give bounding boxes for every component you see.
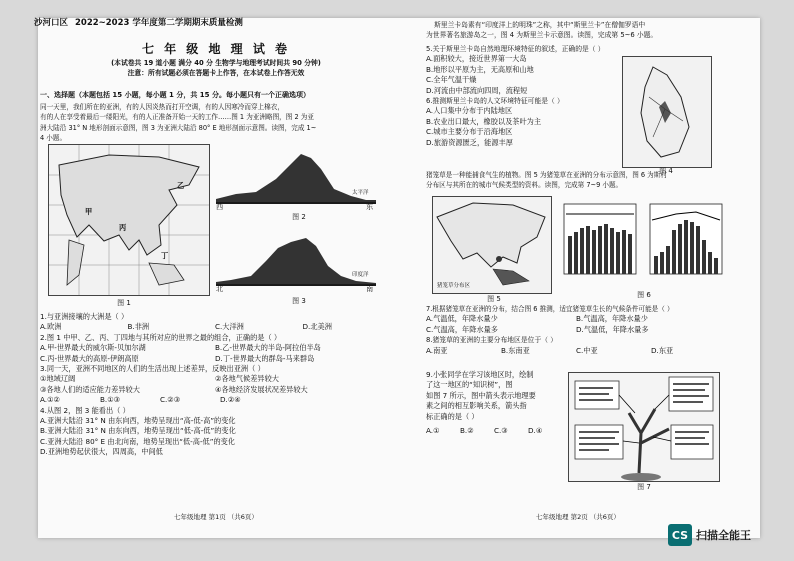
option[interactable]: C.③ [494,426,508,436]
page-footer-right: 七年级地理 第2页 （共6页） [536,513,620,521]
q9-block [426,370,566,436]
region-label: 沙河口区 2022~2023 学年度第二学期期末质量检测 [34,18,243,28]
q2-options-row1 [40,343,390,353]
q2-options-row2 [40,354,390,364]
map-mark-bing: 丙 [119,223,127,232]
q3-item: ①地域辽阔 [40,374,76,384]
option[interactable]: B.② [460,426,474,436]
intro-line: 为世界著名旅游岛之一，图 4 为斯里兰卡示意图。读图，完成第 5~6 小题。 [426,31,658,39]
figure-2-caption: 图 2 [292,213,306,221]
option[interactable]: B.地形以平原为主，无高原和山地 [426,64,534,74]
question-4: 4.从图 2，图 3 能看出（ ） [40,405,130,415]
figure-7-caption: 图 7 [637,483,651,491]
intro-paragraph [40,102,390,144]
q3-options [40,395,390,405]
scanner-brand-name: 扫描全能王 [696,529,751,542]
profile-north-label: 北 [216,284,224,293]
question-7: 7.根据猪笼草在亚洲的分布，结合图 6 推测，适宜猪笼草生长的气候条件可能是（ ） [426,305,674,313]
figure-3-caption: 图 3 [292,297,306,305]
q3-item: ②各地气候差异较大 [215,374,279,384]
q9-options [426,426,566,436]
question-9-line: 标正确的是（ ） [426,411,479,421]
question-9-line: 如图 7 所示，图中箭头表示地理要 [426,390,536,400]
option[interactable]: B.乙-世界最大的半岛-阿拉伯半岛 [215,343,321,353]
section-title: 一、选择题（本题包括 15 小题，每小题 1 分，共 15 分。每小题只有一个正确选项） [40,91,310,99]
page-footer-left: 七年级地理 第1页 （共6页） [174,513,258,521]
option[interactable]: C.②③ [160,395,181,405]
q7-options-row1 [426,314,726,324]
question-2: 2.图 1 中甲、乙、丙、丁四地与其所对应的世界之最的组合，正确的是（ ） [40,332,282,342]
option[interactable]: D.丁-世界最大的群岛-马来群岛 [215,353,315,363]
legend-label: 猪笼草分布区 [437,283,471,289]
intro-line: 4 小题。 [40,134,67,143]
q3-items-row2 [40,385,390,395]
figure-6-climate-charts [556,196,726,288]
option[interactable]: B.气温高，年降水量少 [576,314,648,324]
exam-notice: 注意：所有试题必须在答题卡上作答，在本试卷上作答无效 [127,69,305,77]
option[interactable]: C.丙-世界最大的高原-伊朗高原 [40,353,139,363]
q8-options [426,346,726,356]
option[interactable]: B.亚洲大陆沿 31° N 由东向西，地势呈现出“低-高-低”的变化 [40,426,236,436]
option[interactable]: C.城市主要分布于沿海地区 [426,127,513,137]
option[interactable]: B.①③ [100,395,121,405]
knowledge-tree-drawing [569,373,719,481]
option[interactable]: D.气温低，年降水量多 [576,324,649,334]
option[interactable]: B.农业出口最大，橡胶以及茶叶为主 [426,116,542,126]
option[interactable]: A.①② [40,395,60,405]
option[interactable]: D.②④ [220,395,241,405]
figure-5-caption: 图 5 [487,295,501,303]
option[interactable]: A.① [426,426,440,436]
map-mark-jia: 甲 [85,207,93,216]
question-9-line: 素之间的相互影响关系，箭头指 [426,401,527,411]
figure-1-caption: 图 1 [117,299,131,307]
option[interactable]: D.东亚 [651,345,674,355]
option[interactable]: A.欧洲 [40,322,62,332]
question-9-line: 9.小张同学在学习该地区时，绘制 [426,370,534,379]
figure-4-sri-lanka-map [622,56,712,168]
figure-7-knowledge-tree [568,372,720,482]
question-9-line: 了这一地区的“知识树”，图 [426,380,513,390]
figure-5-distribution-map [432,196,552,294]
profile-ocean-label-2: 印度洋 [352,272,369,278]
sri-lanka-drawing [623,57,711,167]
option[interactable]: D.亚洲地势起伏很大，四周高，中间低 [40,447,163,457]
figure-2-profile [216,144,376,212]
asia-map-drawing [49,145,209,295]
option[interactable]: A.面积较大，接近世界第一大岛 [426,54,527,64]
q3-items-row1 [40,374,390,384]
option[interactable]: B.东南亚 [501,345,530,355]
question-5: 5.关于斯里兰卡岛自然地理环境特征的叙述，正确的是（ ） [426,45,605,53]
option[interactable]: D.④ [528,426,543,436]
option[interactable]: D.北美洲 [302,322,332,332]
intro-2 [426,170,726,191]
option[interactable]: B.非洲 [127,322,150,332]
question-1: 1.与亚洲接壤的大洲是（ ） [40,312,129,321]
option[interactable]: A.人口集中分布于内陆地区 [426,106,513,116]
option[interactable]: C.亚洲大陆沿 80° E 由北向南，地势呈现出“低-高-低”的变化 [40,436,236,446]
exam-title: 七 年 级 地 理 试 卷 [141,42,291,56]
profile-east-label: 东 [366,202,374,211]
option[interactable]: A.气温低，年降水量少 [426,314,498,324]
questions-left [40,312,390,458]
distribution-map-drawing [433,197,551,293]
option[interactable]: D.河流由中部流向四周，流程短 [426,85,528,95]
profile-west-label: 西 [216,202,224,211]
question-8: 8.猪笼草的亚洲的主要分布地区是位于（ ） [426,336,557,345]
q3-item: ④各地经济发展状况差异较大 [215,384,308,394]
map-mark-ding: 丁 [161,251,169,260]
figure-4-caption: 图 4 [659,167,673,175]
exam-info: (本试卷共 19 道小题 满分 40 分 生物学与地理考试时间共 90 分钟) [111,59,321,67]
option[interactable]: C.全年气温干燥 [426,75,477,85]
profile-south-label: 南 [366,284,374,293]
option[interactable]: A.南亚 [426,345,448,355]
option[interactable]: A.甲-世界最大的威尔斯-贝加尔湖 [40,343,146,353]
option[interactable]: C.中亚 [576,345,598,355]
figure-1-asia-map [48,144,210,296]
intro-line: 分布区与其所在的城市气候类型的资料。读图，完成第 7~9 小题。 [426,181,623,190]
option[interactable]: A.亚洲大陆沿 31° N 由东向西，地势呈现出“高-低-高”的变化 [40,416,236,426]
cs-logo-icon: CS [668,524,692,546]
q1-options [40,322,390,332]
scanner-watermark [668,524,751,546]
figure-6-caption: 图 6 [637,291,651,299]
climate-charts-drawing [556,196,726,288]
map-mark-yi: 乙 [177,181,185,190]
option[interactable]: C.大洋洲 [215,322,244,332]
figure-3-profile [216,226,376,294]
intro-line: 有的人在享受着最后一缕阳光，有的人正准备开始一天的工作……图 1 为亚洲略图，图 2 为亚 [40,113,314,122]
intro-line: 猪笼草是一种能捕食气生的植物。图 5 为猪笼草在亚洲的分布示意图，图 6 为斯村 [426,171,667,179]
option[interactable]: D.旅游资源匮乏，能源丰厚 [426,137,513,147]
intro-line: 同一天里，我们所在的亚洲，有的人因炎热而打开空调，有的人因寒冷而穿上棉衣， [40,103,284,111]
q7-options-row2 [426,325,726,335]
option[interactable]: C.气温高，年降水量多 [426,324,498,334]
intro-line: 斯里兰卡岛素有“印度洋上的明珠”之称，其中“斯里兰卡”在僧伽罗语中 [434,21,646,29]
profile-ocean-label: 太平洋 [352,190,369,196]
question-6: 6.推测斯里兰卡岛的人文环境特征可能是（ ） [426,97,564,106]
question-3: 3.同一天，亚洲不同地区的人们的生活出现上述差异，反映出亚洲（ ） [40,364,265,374]
q7-q8-block [426,304,726,356]
exam-header: 2022~2023 学年度第二学期期末质量检测 [74,18,243,28]
q5-q6-block [426,44,616,148]
q3-item: ③各地人们的适应能力差异较大 [40,384,140,394]
intro-line: 洲大陆沿 31° N 地形剖面示意图，图 3 为亚洲大陆沿 80° E 地形剖面示意图。读图，完成 1~ [40,123,317,132]
